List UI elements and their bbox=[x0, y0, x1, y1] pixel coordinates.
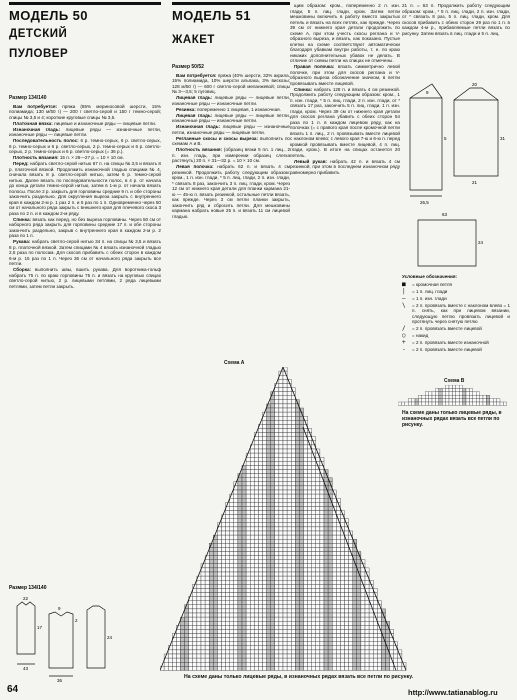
paragraph bbox=[172, 95, 290, 106]
paragraph-text: набрать 42 п. и вязать 4 см резинкой, при этом в последнем изнаночном ряду равномерно прибавить bbox=[290, 158, 401, 175]
legend-text: = 2 п. провязать вместе изнаночной bbox=[412, 340, 489, 345]
dim-label: 20 bbox=[472, 82, 478, 87]
paragraph-text: набрать светло-серой нитью 67 п. на спицы № 3,5 и вязать 8 р. платочной вязкой. Продолжить изнаночной гладью спицами № 4, сначала вязать 8 р. светло-серой нитью, затем 6 р. темно-серой нитью. Далее вязать по последовательности полос, в 4 р. от начала до конца детали темно-серой нитью, затем в 1-м р. от начала вязать полосы. После 2 р. закрыть для горловины средние 9 п. и обе стороны закончить раздельно. Для округления выреза закрыть с внутреннего края в каждом 2-м р. 1 раз 2 п. и 5 раз по 1 п. Одновременно через 50 см от начального ряда закрыть с внешнего края для плечевого скоса 3 раза по 2 п. и в каждом 2-м ряду. bbox=[9, 161, 161, 216]
model-50-size: Размер 134/140 bbox=[9, 95, 47, 101]
dim-label: 5 bbox=[444, 136, 447, 141]
legend-text: = 2 п. провязать вместе лицевой bbox=[412, 326, 482, 331]
jacket-sleeve-outline bbox=[454, 88, 498, 176]
paragraph bbox=[290, 87, 400, 159]
model-51-title: ЖАКЕТ bbox=[172, 34, 215, 46]
dim-label: 17 bbox=[37, 625, 43, 630]
legend-symbol: + bbox=[402, 339, 406, 346]
front-piece-outline bbox=[17, 602, 35, 654]
legend-symbol: | bbox=[402, 287, 406, 295]
legend-symbol: ○ bbox=[402, 332, 406, 339]
paragraph bbox=[9, 161, 161, 216]
paragraph-text: вязать как перед, но без выреза горловины. Через 50 см от наборного ряда закрыть для горловины средние 17 п. и обе стороны закончить раздельно, закрыв с внутреннего края в каждом 2-м р. 2 раза по 1 п. bbox=[9, 216, 161, 238]
dim-label: 31 bbox=[500, 136, 506, 141]
paragraph-lead: Лицевая гладь: bbox=[176, 95, 213, 100]
paragraph-text: 15 п. × 26—27 р. = 10 × 10 см. bbox=[58, 155, 124, 160]
legend-title: Условные обозначения: bbox=[402, 274, 458, 279]
model-51-heading bbox=[172, 8, 251, 47]
paragraph bbox=[290, 64, 400, 86]
paragraph bbox=[9, 138, 161, 155]
jacket-pattern-diagram bbox=[402, 80, 510, 270]
paragraph bbox=[9, 127, 161, 138]
paragraph-lead: Рукава: bbox=[13, 239, 31, 244]
paragraph-lead: Вам потребуется: bbox=[176, 72, 217, 78]
site-url-watermark: http://www.tatianablog.ru bbox=[408, 688, 498, 697]
far-right-text: 21 п. = 63 п. Продолжить работу следующим образом: кром., * 5 п. лиц. глади, 2 п. изн. глади, от * связать 8 раз, 5 п. лиц. глади, кром. Для скосов прибавить с обеих сторон 29 раз по 1 п. в каждом 4-м р., прибавляемые петли вязать по рисунку. Затем вязать в лиц. глади и 5 п. лиц. bbox=[402, 3, 510, 36]
paragraph-text: щим образом: кром., попеременно 2 п. изн. глади, 5 п. лиц. глади, кром. Затем петли мешковины включить в работу вместо закрытых петель и вязать на всех петлях, как прежде. Через 39 см от нижнего края детали продолжить по схеме А, при этом учесть скосы реглана и V-образного выреза, и вязать, как показано. Пустые клетки на схеме соответствуют автоматически благодаря убавкам внутри работы, т. е. по краю никаких дополнительных убавок не делать. В отличие от схемы петли на спицах не отмечены. bbox=[290, 3, 400, 63]
schema-a-cells bbox=[160, 367, 406, 670]
legend-text: = 2 п. провязать вместе с наклоном влево = 1 п. снять, как при лицевом вязании, следующую петлю провязать лицевой и протянуть через снятую петлю bbox=[412, 302, 510, 324]
pattern-size-label: Размер 134/140 bbox=[9, 585, 47, 591]
dim-label: 9 bbox=[58, 606, 61, 611]
paragraph bbox=[9, 239, 161, 267]
paragraph-lead: Плотность вязания: bbox=[13, 155, 59, 160]
model-51-size: Размер 50/52 bbox=[172, 64, 204, 70]
legend-text: = 2 п. провязать вместе лицевой bbox=[412, 347, 482, 352]
paragraph bbox=[172, 147, 290, 164]
paragraph-text: (образец вязки 5 пл. 1 лиц., 2 п. изн. гладь, при измерении образец слегка растянуть) 20 п. × 31—32 р. = 10 × 10 см. bbox=[172, 147, 290, 163]
legend-item bbox=[402, 347, 510, 353]
paragraph-lead: Лицевая гладь: bbox=[176, 112, 213, 118]
paragraph bbox=[9, 104, 161, 121]
model-51-paragraphs bbox=[172, 73, 290, 220]
legend-symbol: - bbox=[402, 346, 406, 353]
dim-label: 21 bbox=[472, 180, 478, 185]
paragraph bbox=[290, 3, 400, 64]
paragraph bbox=[172, 73, 290, 95]
top-rule-left bbox=[9, 2, 161, 5]
paragraph-text: вязать симметрично левой полочке, при этом для скосов реглана и V-образного выреза обозначение значком, в петли провязывать вместе лицевой. bbox=[290, 64, 400, 86]
legend-item bbox=[402, 282, 510, 288]
legend-text: = кромочная петля bbox=[412, 281, 452, 287]
paragraph-lead: Регланные скосы и скосы выреза: bbox=[176, 135, 259, 141]
model-51-text bbox=[172, 62, 290, 220]
model-50-paragraphs bbox=[9, 104, 161, 290]
legend-item bbox=[402, 303, 510, 325]
dim-label: 36 bbox=[57, 678, 63, 683]
paragraph-text: лицевые ряды — изнаночные петли, изнаночные ряды — лицевые петли. bbox=[172, 124, 290, 135]
legend-item bbox=[402, 289, 510, 295]
jacket-back-outline bbox=[418, 220, 476, 266]
model-50-title-line1: ДЕТСКИЙ bbox=[9, 28, 68, 40]
dim-label: 24 bbox=[107, 635, 113, 640]
legend-symbol: — bbox=[402, 294, 406, 302]
paragraph bbox=[9, 121, 161, 127]
paragraph bbox=[172, 113, 290, 124]
paragraph-text: выполнить по схемам А и В. bbox=[172, 135, 290, 146]
legend-symbol: \ bbox=[402, 301, 406, 309]
legend-text: = накид bbox=[412, 333, 429, 338]
paragraph bbox=[9, 267, 161, 289]
legend-text: = 1 п. лиц. глади bbox=[412, 288, 448, 294]
paragraph-lead: Платочная вязка: bbox=[13, 120, 53, 126]
sleeve-piece-outline bbox=[87, 606, 105, 668]
paragraph-lead: Левый рукав: bbox=[294, 158, 328, 164]
jacket-front-outline bbox=[410, 84, 442, 190]
model-50-title-line2: ПУЛОВЕР bbox=[9, 48, 69, 60]
paragraph bbox=[172, 164, 290, 219]
paragraph-text: пряжа (85% мериносовой шерсти, 15% полиамида; 130 м/50 г) — 200 г светло-серой и 150 г темно-серой; спицы № 3,5 и 4; короткие круговые спицы № 3,5. bbox=[9, 103, 161, 120]
dim-label: 43 bbox=[23, 666, 29, 671]
paragraph-lead: Перед: bbox=[13, 161, 29, 166]
legend-item bbox=[402, 326, 510, 332]
back-piece-outline bbox=[49, 612, 73, 668]
schema-b-caption: На схеме даны только лицевые ряды, в изнаночных рядах вязать все петли по рисунку. bbox=[402, 410, 502, 428]
model-50-text bbox=[9, 93, 161, 290]
continued-paragraphs bbox=[290, 3, 400, 175]
dim-label: 26,5 bbox=[420, 200, 429, 205]
schema-a-label: Схема А bbox=[224, 360, 245, 366]
paragraph bbox=[290, 159, 400, 176]
dim-label: 63 bbox=[442, 212, 448, 217]
legend-item bbox=[402, 333, 510, 339]
paragraph-text: лицевые ряды — лицевые петли, изнаночные ряды — изнаночные петли. bbox=[172, 95, 290, 106]
paragraph-text: набрать светло-серой нитью 34 п. на спицы № 3,5 и вязать 8 р. платочной вязкой. Затем спицами № 4 вязать изнаночной гладью 2,5 раза по полосам. Для скосов прибавить с обеих сторон в каждом 6-м р. 15 раз по 1 п. Через 36 см от начального ряда закрыть все петли. bbox=[9, 239, 161, 266]
paragraph-lead: Вам потребуется: bbox=[13, 103, 58, 109]
paragraph bbox=[9, 217, 161, 239]
model-51-number: МОДЕЛЬ 51 bbox=[172, 8, 251, 23]
dim-label: 22 bbox=[23, 596, 29, 601]
schema-b-label: Схема В bbox=[444, 378, 465, 384]
legend-rows bbox=[402, 282, 510, 353]
paragraph-text: выполнить швы, вшить рукава. Для воротника-гольф набрать 75 п. по краю горловины 75 п. и вязать на круговых спицах светло-серой нитью, 2 р. лицевыми петлями, 2 ряда лицевыми петлями, затем петли закрыть. bbox=[9, 267, 161, 289]
schema-b-grid bbox=[398, 385, 512, 407]
far-right-column bbox=[402, 3, 510, 37]
legend-item bbox=[402, 296, 510, 302]
paragraph bbox=[172, 136, 290, 147]
paragraph-text: 6 р. темно-серых, 6 р. светло-серых, 6 р. темно-серых и 6 р. светло-серых, 2 р. темно-серых и 6 р. светло-серых, 2 р. темно-серых и 6 р. светло-серых (= 36 р.). bbox=[9, 138, 161, 154]
page-number: 64 bbox=[7, 684, 19, 695]
model-50-number: МОДЕЛЬ 50 bbox=[9, 8, 88, 23]
dim-label: 9 bbox=[426, 90, 429, 95]
paragraph-text: набрать 128 п. и вязать 4 см резинкой. Продолжить работу следующим образом: кром., 1 п. изн. глади, * 5 п. лиц. глади, 2 п. изн. глади, от * связать 17 раз, закончить 5 п. лиц. глади, 1 п. изн. глади, кром. Через 39 см от нижнего края детали для скосов реглана убавить с обеих сторон 54 раза по 1 п. в каждом лицевом ряду, как на полочках (= с правого края после кромочной петли вязать 1 п. лиц., 2 п. провязывать вместе лицевой с наклоном влево; с левого края 7-ю и 6-ю п. перед кромкой провязывать вместе лицевой, 4 п. лиц. глади, кром.). В итоге на спицах останется 20 петель. bbox=[290, 86, 400, 158]
paragraph-lead: Левая полочка: bbox=[176, 164, 214, 169]
paragraph bbox=[9, 155, 161, 161]
paragraph-lead: Резинка: bbox=[176, 106, 196, 112]
paragraph bbox=[172, 124, 290, 135]
paragraph-text: пряжа (40% шерсти, 32% акрила, 15% полиамида, 10% шерсти альпака, 3% вискозы; 128 м/50 г) — 600 г светло-серой меланжевой; спицы № 3—3,5; 5 пуговиц. bbox=[172, 72, 290, 94]
pullover-pattern-diagram bbox=[9, 584, 161, 684]
schema-b-cells bbox=[398, 385, 507, 405]
legend-text: = 1 п. изн. глади bbox=[412, 295, 447, 301]
model-51-text-continued bbox=[290, 3, 400, 176]
paragraph-text: лицевые и изнаночные ряды — лицевые петли. bbox=[52, 120, 157, 126]
paragraph-lead: Спинка: bbox=[294, 86, 313, 92]
paragraph-lead: Плотность вязания: bbox=[176, 147, 223, 152]
paragraph-lead: Правая полочка: bbox=[294, 64, 335, 69]
model-50-heading bbox=[9, 8, 88, 61]
paragraph-lead: Изнаночная гладь: bbox=[13, 126, 61, 132]
dim-label: 2 bbox=[75, 618, 78, 623]
paragraph-lead: Спинка: bbox=[13, 216, 32, 222]
paragraph bbox=[172, 107, 290, 113]
paragraph-text: лицевые ряды — лицевые петли, изнаночные ряды — изнаночные петли. bbox=[172, 112, 290, 123]
paragraph-lead: Сборка: bbox=[13, 267, 32, 272]
schema-a-grid bbox=[160, 367, 410, 673]
legend-item bbox=[402, 340, 510, 346]
dim-label: 24 bbox=[478, 240, 484, 245]
schema-a-caption: На схеме даны только лицевые ряды, в изнаночных рядах вязать все петли по рисунку. bbox=[184, 674, 414, 680]
legend-symbol: ■ bbox=[402, 280, 406, 288]
top-rule-middle bbox=[172, 2, 290, 5]
legend bbox=[402, 274, 510, 354]
paragraph-text: набрать 62 п. и вязать 4 см резинкой. Продолжить работу следующим образом: кром., 1 п. изн. глади, * 5 п. лиц. глади, 2 п. изн. глади, * связать 8 раз, закончить 3 п. лиц. глади, кром. Через 12 см от нижнего края детали для планки кармана 21-ю — 45-ю п. вязать резинкой, остальные петли вязать, как прежде. Через 3 см петли планки закрыть, закончить ряд и сбросить петли. Для мешковины кармана набрать новые 25 п. и вязать 11 см лицевой гладью. bbox=[172, 164, 291, 219]
paragraph-lead: Последовательность полос: bbox=[13, 138, 79, 143]
paragraph-text: попеременно 1 лицевая, 1 изнаночная. bbox=[195, 106, 281, 112]
paragraph-text: лицевые ряды — изнаночные петли, изнаночные ряды — лицевые петли. bbox=[9, 126, 161, 137]
paragraph-lead: Изнаночная гладь: bbox=[176, 124, 221, 129]
legend-symbol: / bbox=[402, 325, 406, 332]
